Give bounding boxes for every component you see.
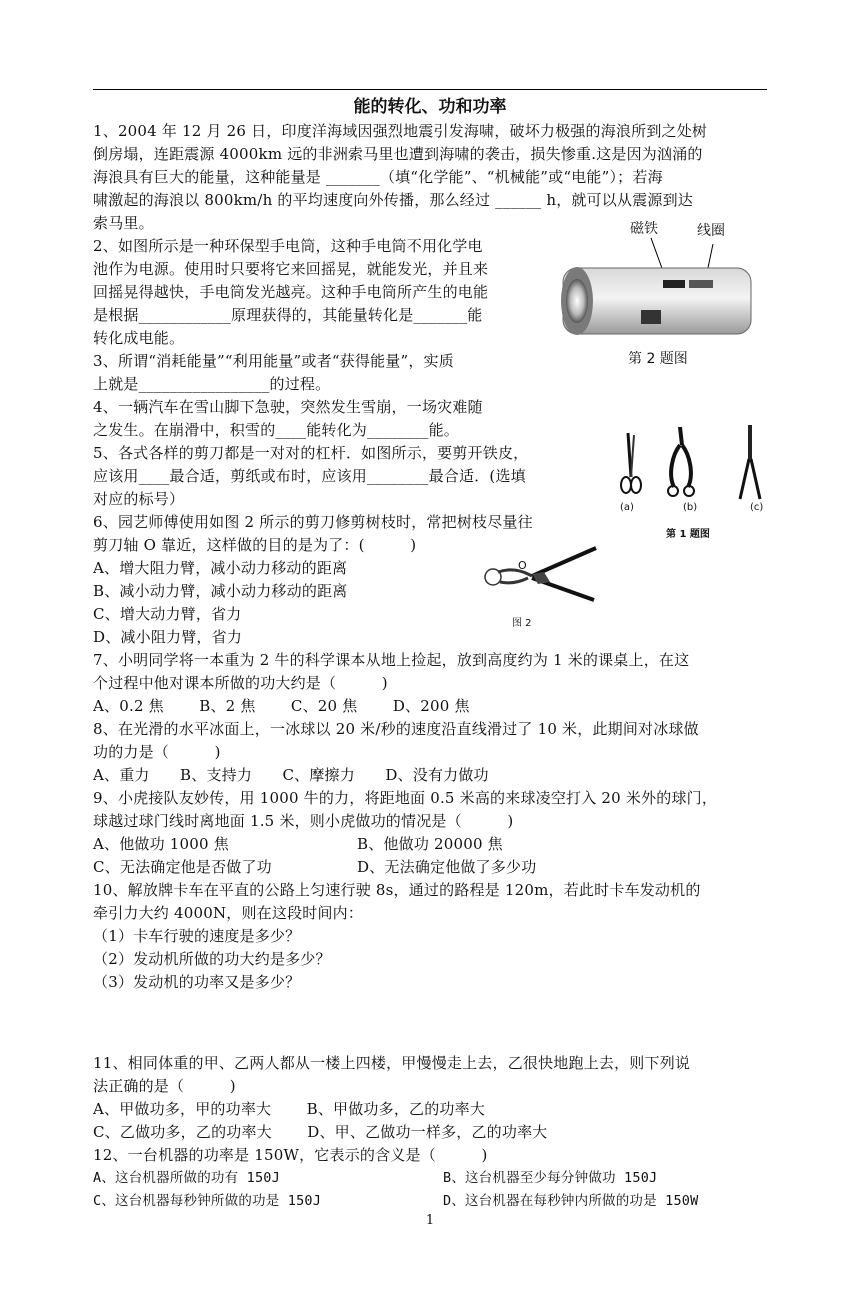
text-line: 池作为电源。使用时只要将它来回摇晃，就能发光，并且来: [93, 260, 489, 278]
text-line: 倒房塌，连距震源 4000km 远的非洲索马里也遭到海啸的袭击，损失惨重.这是因为汹涌的: [93, 145, 703, 163]
text-line: A、增大阻力臂，减小动力移动的距离: [93, 559, 348, 577]
text-line: 3、所谓“消耗能量”“利用能量”或者“获得能量”，实质: [93, 352, 454, 370]
text-line: 球越过球门线时离地面 1.5 米，则小虎做功的情况是（ ): [93, 812, 514, 830]
header-rule: [93, 89, 767, 90]
text-line: 是根据____________原理获得的，其能量转化是_______能: [93, 306, 483, 324]
pruner-axis-label: O: [518, 559, 527, 572]
text-line: 法正确的是（ ): [93, 1077, 236, 1095]
text-line: 1、2004 年 12 月 26 日，印度洋海域因强烈地震引发海啸，破坏力极强的海浪所到之处树: [93, 122, 708, 140]
pruner-caption: 图 2: [512, 618, 532, 629]
text-line: （2）发动机所做的功大约是多少？: [93, 950, 331, 968]
text-line: 2、如图所示是一种环保型手电筒，这种手电筒不用化学电: [93, 237, 483, 255]
page-title: 能的转化、功和功率: [353, 97, 507, 117]
scissors-caption: 第 1 题图: [666, 529, 710, 540]
text-line: （1）卡车行驶的速度是多少？: [93, 927, 301, 945]
text-line: 牵引力大约 4000N，则在这段时间内：: [93, 904, 364, 922]
text-line: 转化成电能。: [93, 329, 185, 347]
text-line: C、乙做功多，乙的功率大 D、甲、乙做功一样多，乙的功率大: [93, 1123, 548, 1141]
text-line: 5、各式各样的剪刀都是一对对的杠杆．如图所示，要剪开铁皮，: [93, 444, 529, 462]
text-line: 啸激起的海浪以 800km/h 的平均速度向外传播，那么经过 ______ h，就可以从震源到达: [93, 191, 693, 209]
text-line: A、甲做功多，甲的功率大 B、甲做功多，乙的功率大: [93, 1100, 486, 1118]
text-line: 7、小明同学将一本重为 2 牛的科学课本从地上捡起，放到高度约为 1 米的课桌上，在这: [93, 651, 690, 669]
scissors-label-a: (a): [620, 502, 634, 513]
text-line: 10、解放牌卡车在平直的公路上匀速行驶 8s，通过的路程是 120m，若此时卡车发动机的: [93, 881, 701, 899]
text-line: 海浪具有巨大的能量，这种能量是 _______（填“化学能”、“机械能”或“电能”）；若海: [93, 168, 663, 186]
text-line: 索马里。: [93, 214, 154, 232]
text-line: B、这台机器至少每分钟做功 150J: [443, 1170, 658, 1186]
text-line: C、这台机器每秒钟所做的功是 150J: [93, 1193, 322, 1209]
text-line: B、他做功 20000 焦: [357, 835, 503, 853]
text-line: 功的力是（ ): [93, 743, 221, 761]
text-line: B、减小动力臂，减小动力移动的距离: [93, 582, 348, 600]
text-line: D、减小阻力臂，省力: [93, 628, 243, 646]
text-line: 之发生。在崩滑中，积雪的____能转化为________能。: [93, 421, 460, 439]
text-line: 8、在光滑的水平冰面上，一冰球以 20 米/秒的速度沿直线滑过了 10 米，此期间对冰球做: [93, 720, 699, 738]
pruner-figure: [480, 544, 600, 610]
scissors-label-c: (c): [750, 502, 764, 513]
flashlight-caption: 第 2 题图: [628, 351, 688, 367]
scissors-label-b: (b): [683, 502, 698, 513]
text-line: A、0.2 焦 B、2 焦 C、20 焦 D、200 焦: [93, 697, 470, 715]
text-line: （3）发动机的功率又是多少？: [93, 973, 301, 991]
figure-label-coil: 线圈: [697, 223, 725, 239]
text-line: 回摇晃得越快，手电筒发光越亮。这种手电筒所产生的电能: [93, 283, 489, 301]
text-line: 个过程中他对课本所做的功大约是（ ): [93, 674, 388, 692]
page-number: 1: [425, 1213, 435, 1228]
text-line: A、重力 B、支持力 C、摩擦力 D、没有力做功: [93, 766, 489, 784]
text-line: D、这台机器在每秒钟内所做的功是 150W: [443, 1193, 699, 1209]
text-line: A、这台机器所做的功有 150J: [93, 1170, 280, 1186]
text-line: C、无法确定他是否做了功: [93, 858, 272, 876]
flashlight-figure: [555, 238, 765, 343]
text-line: 9、小虎接队友妙传，用 1000 牛的力，将距地面 0.5 米高的来球凌空打入 20 米外的球门，: [93, 789, 718, 807]
text-line: D、无法确定他做了多少功: [357, 858, 537, 876]
text-line: 4、一辆汽车在雪山脚下急驶，突然发生雪崩，一场灾难随: [93, 398, 483, 416]
text-line: 上就是_________________的过程。: [93, 375, 331, 393]
text-line: 6、园艺师傅使用如图 2 所示的剪刀修剪树枝时，常把树枝尽量往: [93, 513, 533, 531]
text-line: 应该用____最合适，剪纸或布时，应该用________最合适．(选填: [93, 467, 526, 485]
text-line: 对应的标号）: [93, 490, 185, 508]
text-line: A、他做功 1000 焦: [93, 835, 229, 853]
figure-label-magnet: 磁铁: [630, 221, 658, 237]
text-line: 剪刀轴 O 靠近，这样做的目的是为了：( ): [93, 536, 417, 554]
text-line: C、增大动力臂，省力: [93, 605, 242, 623]
text-line: 12、一台机器的功率是 150W，它表示的含义是（ ): [93, 1146, 488, 1164]
text-line: 11、相同体重的甲、乙两人都从一楼上四楼，甲慢慢走上去，乙很快地跑上去，则下列说: [93, 1054, 691, 1072]
